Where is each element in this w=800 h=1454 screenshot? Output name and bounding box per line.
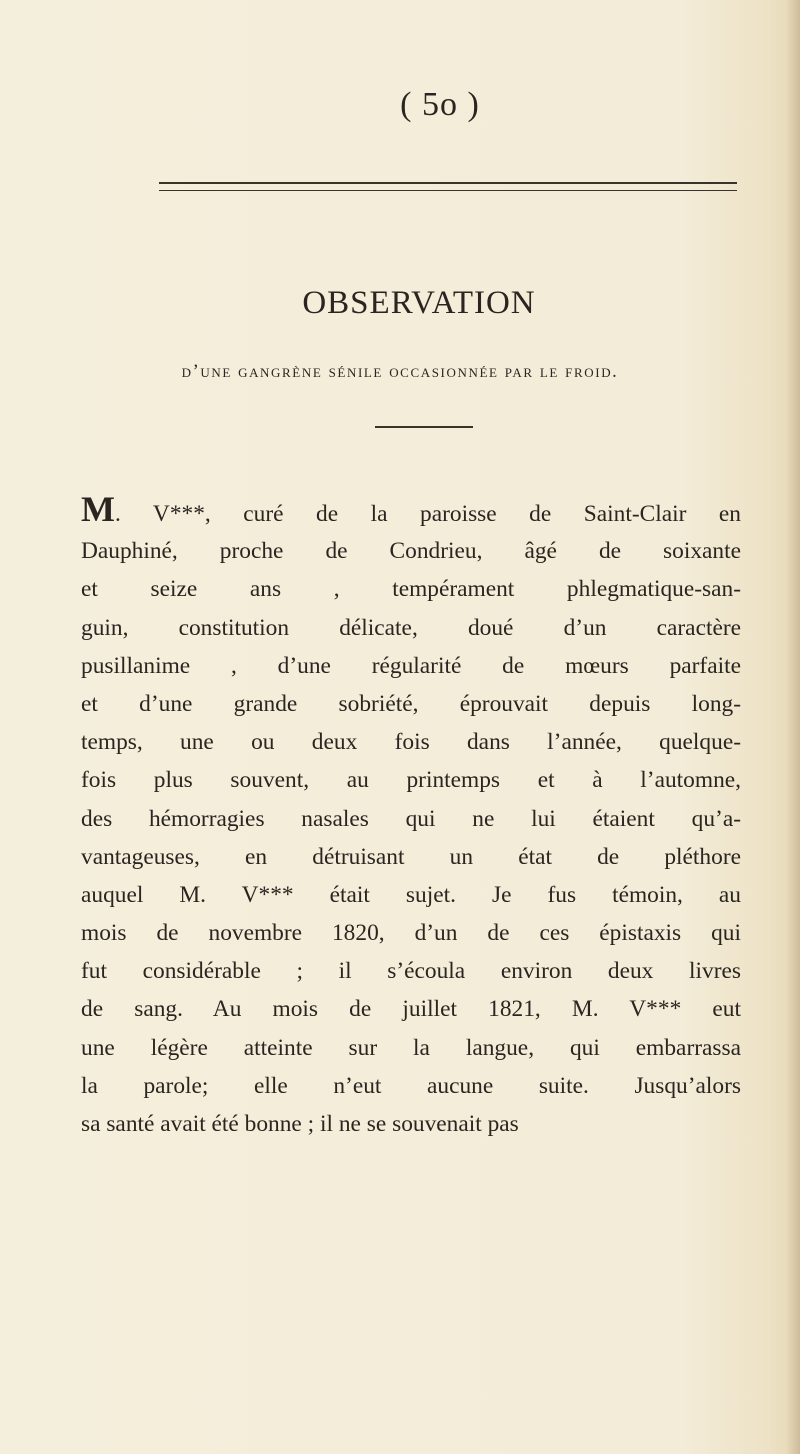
page-number: ( 5o ) [400, 86, 480, 123]
text-line: auquel M. V*** était sujet. Je fus témoin, au [81, 881, 741, 908]
text-line: une légère atteinte sur la langue, qui embarrassa [81, 1034, 741, 1061]
section-subtitle: d’une gangrène sénile occasionnée par le froid. [181, 362, 619, 382]
text-line: Dauphiné, proche de Condrieu, âgé de soixante [81, 538, 741, 565]
text-line: vantageuses, en détruisant un état de pléthore [81, 843, 741, 870]
page-edge-shadow [786, 0, 800, 1454]
text-line: sa santé avait été bonne ; il ne se souvenait pas [81, 1111, 519, 1137]
text-line: temps, une ou deux fois dans l’année, quelque- [81, 729, 741, 756]
text-line: mois de novembre 1820, d’un de ces épistaxis qui [81, 920, 741, 947]
body-paragraph [81, 489, 741, 1143]
text-line: et d’une grande sobriété, éprouvait depuis long- [81, 690, 741, 717]
section-title: OBSERVATION [302, 285, 536, 321]
text-line: et seize ans , tempérament phlegmatique-san- [81, 576, 741, 603]
text-line: fois plus souvent, au printemps et à l’automne, [81, 767, 741, 794]
text-line: pusillanime , d’une régularité de mœurs parfaite [81, 652, 741, 679]
drop-capital: M [81, 489, 115, 529]
text-line: la parole; elle n’eut aucune suite. Jusqu’alors [81, 1072, 741, 1099]
title-separator-rule [375, 426, 473, 428]
text-line: fut considérable ; il s’écoula environ deux livres [81, 958, 741, 985]
text-line: guin, constitution délicate, doué d’un caractère [81, 614, 741, 641]
text-line [81, 489, 741, 532]
text-line: des hémorragies nasales qui ne lui étaient qu’a- [81, 805, 741, 832]
header-double-rule [159, 182, 737, 191]
first-line-text: . V***, curé de la paroisse de Saint-Clair en [114, 501, 741, 527]
text-line: de sang. Au mois de juillet 1821, M. V*** eut [81, 996, 741, 1023]
